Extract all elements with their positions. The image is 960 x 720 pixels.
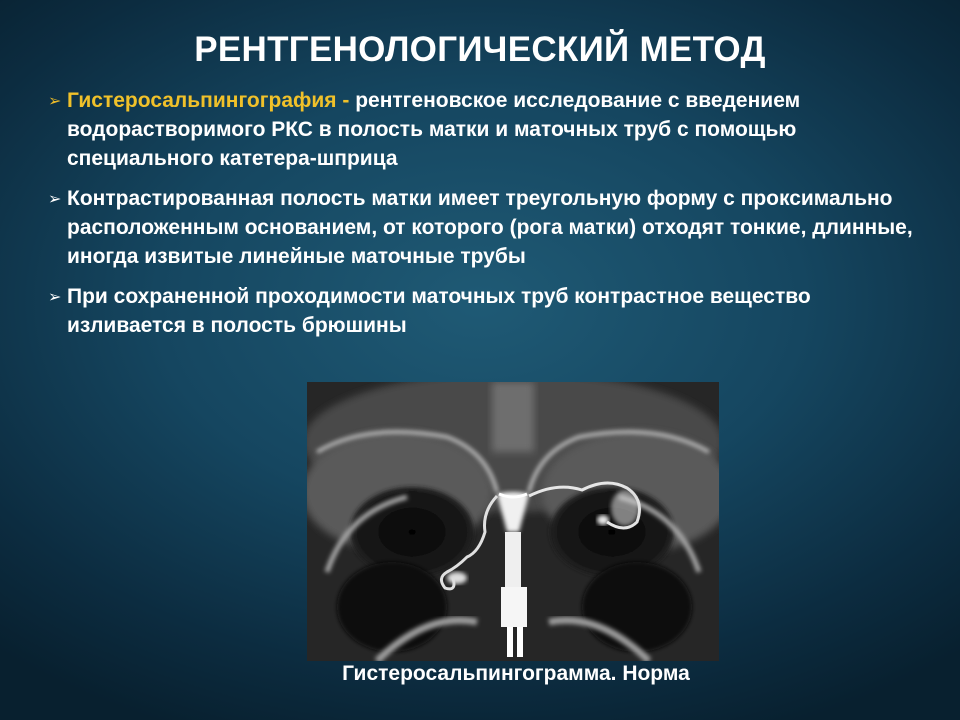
slide-title: РЕНТГЕНОЛОГИЧЕСКИЙ МЕТОД	[194, 30, 766, 69]
hysterosalpingogram-illustration	[307, 382, 719, 661]
bullet-item	[48, 282, 928, 340]
arrow-bullet-icon: ➢	[48, 91, 62, 110]
bullet-list	[48, 86, 928, 351]
arrow-bullet-icon: ➢	[48, 189, 62, 208]
xray-image	[307, 382, 719, 661]
bullet-item	[48, 184, 928, 271]
bullet-text: При сохраненной проходимости маточных труб контрастное вещество изливается в полость брюшины	[67, 285, 811, 337]
bullet-text: рентгеновское исследование с введением водорастворимого РКС в полость матки и маточных труб с помощью специального катетера-шприца	[67, 89, 801, 170]
bullet-highlight-term: Гистеросальпингография -	[67, 89, 350, 112]
figure-caption: Гистеросальпингограмма. Норма	[342, 662, 690, 685]
arrow-bullet-icon: ➢	[48, 287, 62, 306]
bullet-text: Контрастированная полость матки имеет треугольную форму с проксимально расположенным основанием, от которого (рога матки) отходят тонкие, длинные, иногда извитые линейные маточные трубы	[67, 187, 913, 268]
bullet-item	[48, 86, 928, 173]
